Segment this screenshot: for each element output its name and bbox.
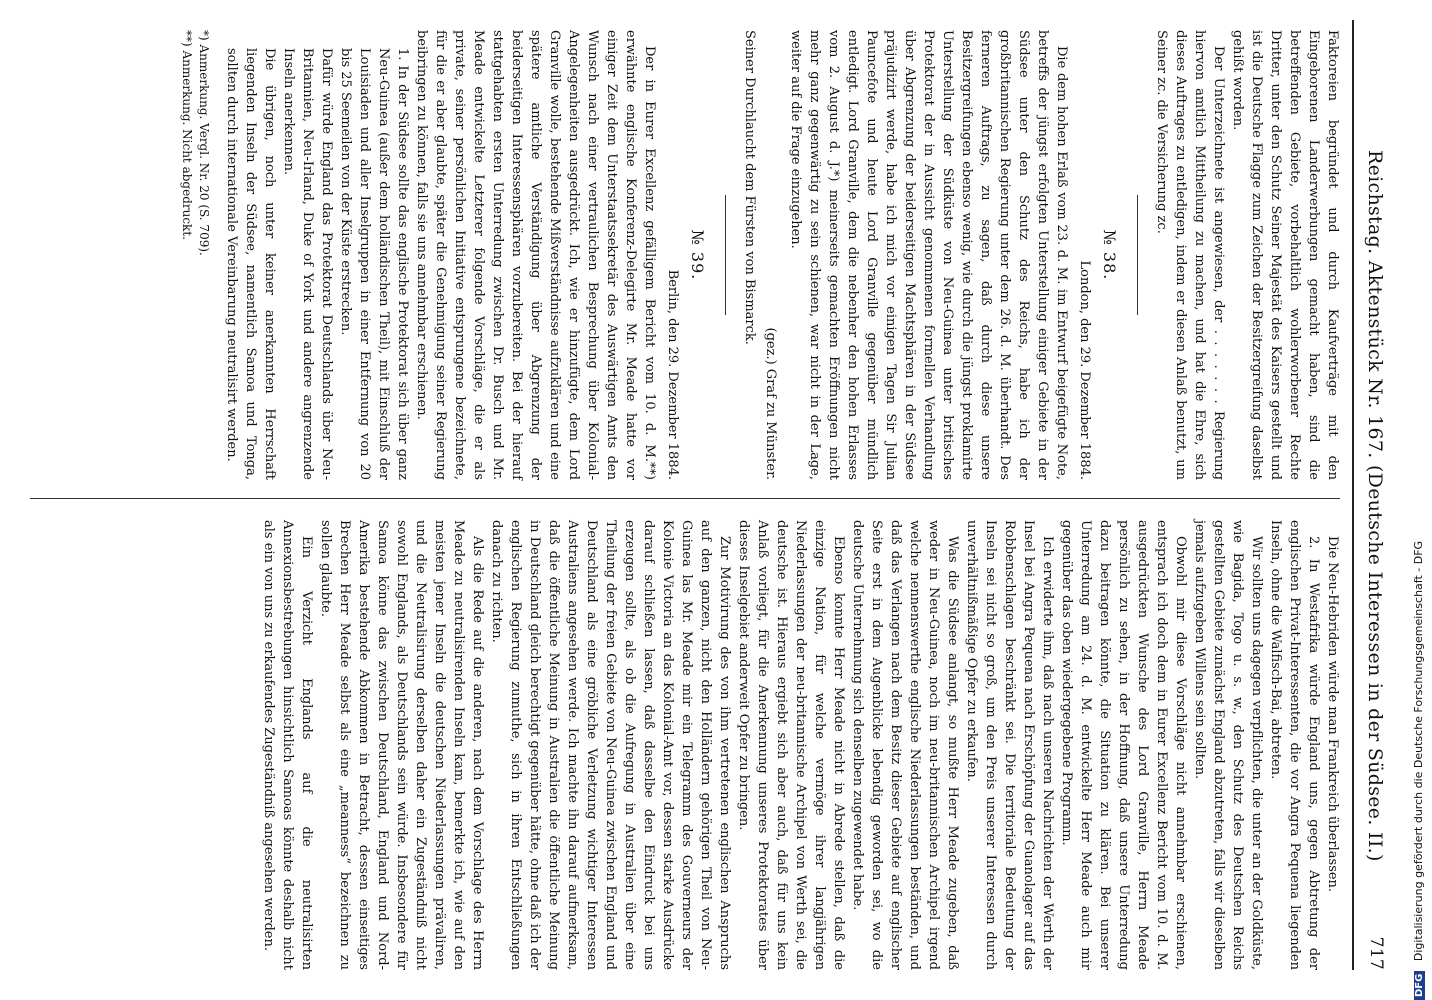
- page-header-title: Reichstag. Aktenstück Nr. 167. (Deutsche Interessen in der Südsee. II.): [1364, 150, 1386, 862]
- list-item: Die übrigen, noch unter keiner anerkannten Herrschaft liegenden Inseln der Südsee, namentlich Samoa und Tonga, sollten durch internationale Vereinbarung neutralisirt werden.: [224, 48, 277, 480]
- paragraph: Als die Rede auf die anderen, nach dem Vorschlage des Herrn Meade zu neutralisirenden Inseln kam, bemerkte ich, wie auf den meisten jener Inseln die deutschen Niederlassungen prävaliren, und die Neutralisirung derselben daher ein Zugeständniß nicht sowohl Englands, als Deutschlands sein würde. Insbesondere für Samoa könne das zwischen Deutschland, England und Nord-Amerika bestehende Abkommen in Betracht, dessen einseitiges Brechen Herr Meade selbst als eine „meanness“ bezeichnen zu sollen glaubte.: [318, 520, 485, 970]
- paragraph: Ein Verzicht Englands auf die neutralisirten Annexionsbestrebungen hinsichtlich Samoas könnte deshalb nicht als ein von uns zu erkaufendes Zugeständniß angesehen werden.: [261, 520, 314, 970]
- section-separator: [725, 195, 726, 315]
- list-item: Dafür würde England das Protektorat Deutschlands über Neu-Britannien, Neu-Irland, Duke of York und andere angrenzende Inseln anerkennen.: [281, 48, 334, 480]
- section-separator: [1137, 195, 1138, 315]
- document-number: № 39.: [688, 229, 707, 281]
- paragraph: Die Neu-Hebriden würde man Frankreich überlassen.: [1325, 536, 1340, 893]
- paragraph: Was die Südsee anlangt, so mußte Herr Meade zugeben, daß weder in Neu-Guinea, noch im neu-britannischen Archipel irgend welche nennenswerthe englische Niederlassungen beständen, und daß das Verlangen nach dem Besitz dieser Gebiete auf englischer Seite erst in dem Augenblicke lebendig geworden sei, wo die deutsche Unternehmung sich denselben zugewendet habe.: [850, 520, 960, 970]
- list-item: 1. In der Südsee sollte das englische Protektorat sich über ganz Neu-Guinea (außer dem holländischen Theil), mit Einschluß der Louisiaden und aller Inselgruppen in einer Entfernung von 20 bis 25 Seemeilen von der Küste erstrecken.: [338, 48, 410, 480]
- document-number: № 38.: [1100, 229, 1119, 281]
- paragraph: Ebenso konnte Herr Meade nicht in Abrede stellen, daß die einzige Nation, für welche vermöge ihrer langjährigen Niederlassungen der neu-britannische Archipel von Werth sei, die deutsche ist. Hieraus ergiebt sich aber auch, daß für uns kein Anlaß vorliegt, für die Anerkennung unseres Protektorates über dieses Inselgebiet anderweit Opfer zu bringen.: [736, 520, 846, 970]
- page-header: [1354, 40, 1394, 970]
- paragraph: Zur Motivirung des von ihm vertretenen englischen Anspruchs auf den ganzen, nicht den Holländern gehörigen Theil von Neu-Guinea las Mr. Meade mir ein Telegramm des Gouverneurs der Kolonie Victoria an das Kolonial-Amt vor, dessen starke Ausdrücke darauf schließen lassen, daß dasselbe den Eindruck bei uns erzeugen sollte, als ob die Aufregung in Australien über eine Theilung der freien Gebiete von Neu-Guinea zwischen England und Deutschland als eine gröbliche Verletzung wichtiger Interessen Australiens angesehen werde. Ich machte ihn darauf aufmerksam, daß die öffentliche Meinung in Australien die öffentliche Meinung in Deutschland gleich berechtigt gegenüber hätte, ohne daß ich der englischen Regierung zumuthe, sich in ihren Entschließungen danach zu richten.: [489, 520, 732, 970]
- page-number: 717: [1366, 936, 1386, 970]
- paragraph: Der in Eurer Excellenz gefälligem Bericht vom 10. d. M.**) erwähnte englische Konferenz-Delegirte Mr. Meade hatte vor einiger Zeit dem Unterstaatssekretär des Auswärtigen Amts den Wunsch nach einer vertraulichen Besprechung über Kolonial-Angelegenheiten ausgedrückt. Ich, wie er hinzufügte, dem Lord Granville wolle, bestehende Mißverständnisse aufzuklären und eine spätere amtliche Verständigung über Abgrenzung der beiderseitigen Interessensphären vorzubereiten. Bei der hierauf stattgehabten ersten Unterredung zwischen Dr. Busch und Mr. Meade entwickelte Letzterer folgende Vorschläge, die er als private, seiner persönlichen Initiative entsprungene bezeichnete, für die er aber glaubte, später die Genehmigung seiner Regierung beibringen zu können, falls sie uns annehmbar erschienen.: [414, 30, 657, 480]
- column-divider: [30, 498, 1340, 499]
- paragraph: 2. In Westafrika würde England uns, gegen Abtretung der englischen Privat-Interessenten, die vor Angra Pequena liegenden Inseln, ohne die Walfisch-Bai, abtreten.: [1268, 520, 1321, 970]
- signature: (gez.) Graf zu Münster.: [763, 327, 778, 480]
- dateline: London, den 29. Dezember 1884.: [1077, 260, 1092, 480]
- footnotes: [178, 30, 212, 480]
- paragraph: Die dem hohen Erlaß vom 23. d. M. im Entwurf beigefügte Note, betreffs der jüngst erfolgten Unterstellung einiger Gebiete in der Südsee unter den Schutz des Reichs, habe ich der großbritannischen Regierung unter dem 26. d. M. überhandt. Des ferneren Auftrags, zu sagen, daß durch diese unsere Besitzergreifungen ebenso wenig, wie durch die jüngst proklamirte Unterstellung der Südküste von Neu-Guinea unter britisches Protektorat der in Aussicht genommenen formellen Verhandlung über Abgrenzung der beiderseitigen Machtsphären in der Südsee präjudizirt werde, habe ich mich vor einigen Tagen Sir Julian Pauncefote und heute Lord Granville gegenüber mündlich entledigt. Lord Granville, dem die nebenher den hohen Erlasses vom 2. August d. J.*) meinerseits gemachten Eröffnungen nicht mehr ganz gegenwärtig zu sein schienen, war nicht in der Lage, weiter auf die Frage einzugehen.: [788, 30, 1069, 480]
- proposal-list: [222, 30, 412, 480]
- header-rule: [1352, 20, 1354, 970]
- footnote: **) Anmerkung. Nicht abgedruckt.: [180, 30, 194, 240]
- right-column: [259, 520, 1342, 970]
- paragraph: Wir sollten uns dagegen verpflichten, die unter an der Goldküste, wie Bagida, Togo u. s. w., den Schutz des Deutschen Reichs gestellten Gebiete zunächst England abzutreten, falls wir dieselben jemals aufzugeben Willens sein sollten.: [1192, 520, 1264, 970]
- left-column: [178, 30, 1342, 480]
- dateline: Berlin, den 29. Dezember 1884.: [665, 269, 680, 480]
- digitization-credit: [1412, 0, 1425, 1000]
- paragraph: Faktoreien begründet und durch Kaufverträge mit den Eingeborenen Landerwerbungen gemacht haben, sind die betreffenden Gebiete, vorbehaltlich wohlerworbener Rechte Dritter, unter den Schutz Seiner Majestät des Kaisers gestellt und ist die Deutsche Flagge zum Zeichen der Besitzergreifung daselbst gehißt worden.: [1230, 30, 1340, 480]
- addressee: Seiner Durchlaucht dem Fürsten von Bismarck.: [742, 30, 757, 345]
- paragraph: Der Unterzeichnete ist angewiesen, der . . . . . . . Regierung hiervon amtlich Mittheilung zu machen, und hat die Ehre, sich dieses Auftrages zu entledigen, indem er diesen Anlaß benutzt, um Seiner zc. die Versicherung zc.: [1154, 30, 1226, 480]
- paragraph: Obwohl mir diese Vorschläge nicht annehmbar erschienen, entsprach ich doch dem in Eurer Excellenz Bericht vom 10. d. M. ausgedrückten Wunsche des Lord Granville, Herrn Meade persönlich zu sehen, in der Hoffnung, daß unsere Unterredung dazu beitragen könnte, die Situation zu klären. Bei unserer Unterredung am 24. d. M. entwickelte Herr Meade auch mir gegenüber das oben wiedergegebene Programm.: [1059, 520, 1188, 970]
- paragraph: Ich erwiderte ihm, daß nach unseren Nachrichten der Werth der Insel bei Angra Pequena nach Erschöpfung der Guanolager auf das Robbenschlagen beschränkt sei. Die territoriale Bedeutung der Inseln sei nicht so groß, um den Preis unserer Interessen durch unverhältnißmäßige Opfer zu erkaufen.: [964, 520, 1055, 970]
- credit-text: Digitalisierung gefördert durch die Deutsche Forschungsgemeinschaft - DFG: [1412, 540, 1425, 962]
- dfg-logo: DFG: [1414, 971, 1425, 1000]
- footnote: *) Anmerkung. Vergl. Nr. 20 (S. 709).: [197, 30, 211, 256]
